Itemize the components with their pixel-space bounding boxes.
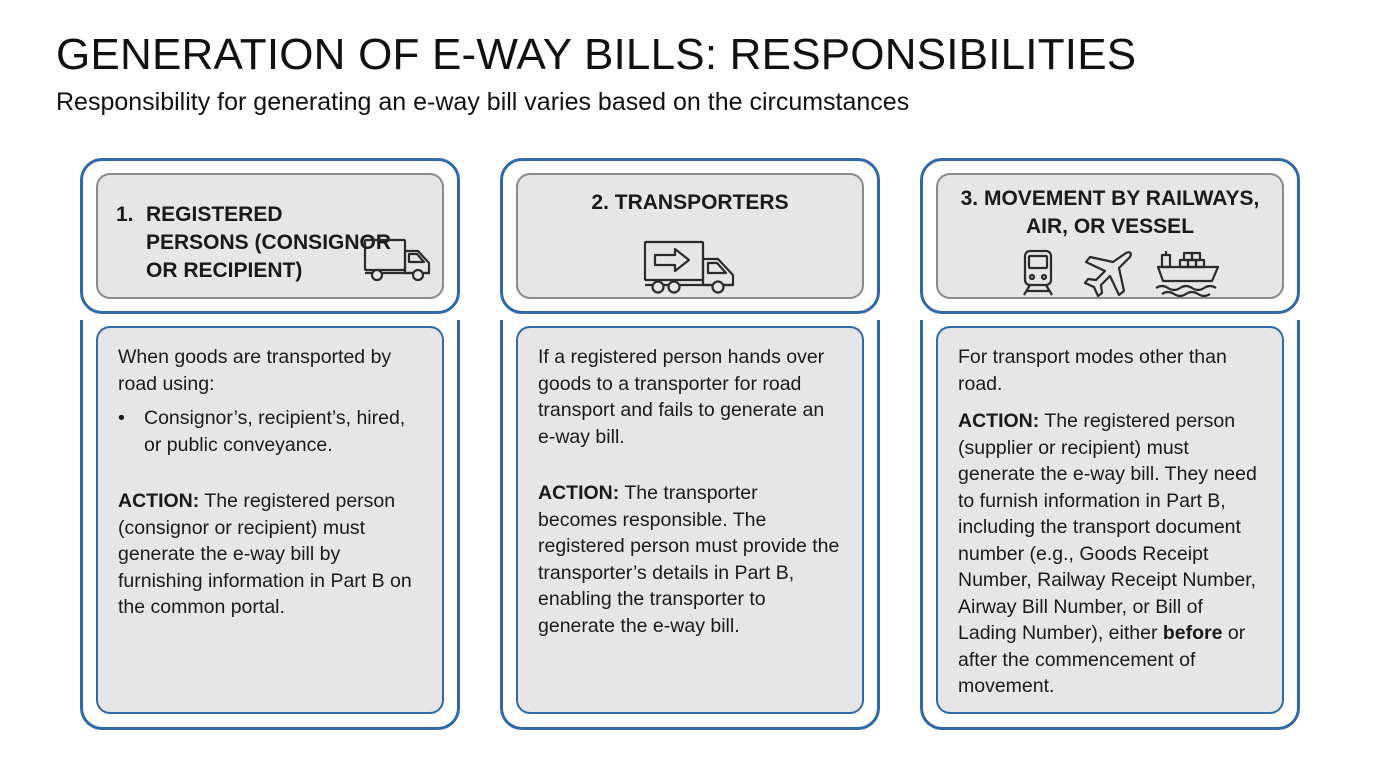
card-heading-line: REGISTERED: [146, 203, 283, 226]
card-number: 1.: [116, 203, 134, 226]
card-heading-line: OR RECIPIENT): [146, 259, 303, 282]
card-body-panel: [516, 326, 864, 714]
bullet-marker: •: [118, 407, 125, 429]
card-action-text: [538, 480, 842, 639]
card-heading: [938, 185, 1282, 241]
action-body: The registered person (consignor or recipient) must generate the e-way bill by furnishing information in Part B on the common portal.: [118, 490, 412, 618]
card-intro-text: When goods are transported by road using:: [118, 346, 392, 395]
card-action-text: [958, 408, 1262, 700]
card-action-text: [118, 488, 422, 621]
truck-arrow-icon: [642, 239, 738, 295]
card-heading: [518, 191, 862, 215]
page-subtitle: Responsibility for generating an e-way bill varies based on the circumstances: [56, 88, 910, 116]
card-body-panel: [936, 326, 1284, 714]
action-label: ACTION:: [958, 410, 1040, 432]
card-railways-air-vessel: [920, 158, 1300, 730]
card-heading-line: PERSONS (CONSIGNOR: [146, 231, 392, 254]
emphasis-text: before: [1162, 622, 1223, 644]
list-item: [118, 405, 422, 458]
card-registered-persons: [80, 158, 460, 730]
train-icon: [1020, 248, 1056, 298]
card-intro-text: If a registered person hands over goods to a transporter for road transport and fails to generate an e-way bill.: [538, 346, 825, 448]
card-number: 2.: [591, 191, 609, 214]
card-heading-line: AIR, OR VESSEL: [1025, 215, 1195, 238]
truck-icon: [362, 235, 434, 283]
card-intro-text: For transport modes other than road.: [958, 346, 1227, 395]
card-header-panel: [936, 173, 1284, 299]
card-header-panel: [516, 173, 864, 299]
airplane-icon: [1080, 247, 1134, 301]
action-label: ACTION:: [538, 482, 620, 504]
list-item-text: Consignor’s, recipient’s, hired, or public conveyance.: [144, 407, 406, 456]
card-body-panel: [96, 326, 444, 714]
page-title: GENERATION OF E-WAY BILLS: RESPONSIBILITIES: [56, 30, 1137, 79]
card-heading-line: 3. MOVEMENT BY RAILWAYS,: [960, 187, 1260, 210]
action-body-end: or after the commencement of movement.: [958, 622, 1246, 697]
ship-icon: [1154, 251, 1222, 297]
card-heading-text: TRANSPORTERS: [614, 191, 789, 214]
card-transporters: [500, 158, 880, 730]
card-number: 3.: [960, 187, 979, 210]
action-body: The registered person (supplier or recipient) must generate the e-way bill. They need to furnish information in Part B, including the transport document number (e.g., Goods Receipt Number, Railway Receipt Number, Airway Bill Number, or Bill of Lading Number), either: [958, 410, 1257, 644]
card-header-panel: [96, 173, 444, 299]
action-label: ACTION:: [118, 490, 200, 512]
action-body: The transporter becomes responsible. The registered person must provide the transporter’s details in Part B, enabling the transporter to generate the e-way bill.: [538, 482, 840, 637]
